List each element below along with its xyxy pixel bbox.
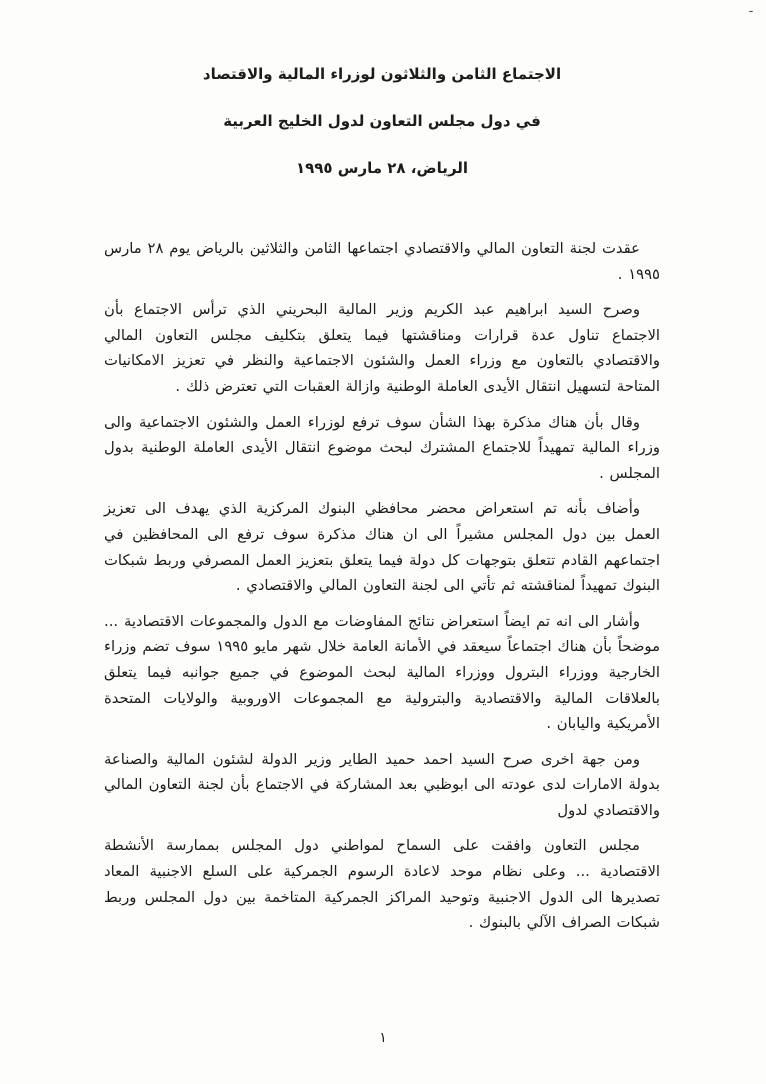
paragraph: وصرح السيد ابراهيم عبد الكريم وزير المالية البحريني الذي ترأس الاجتماع بأن الاجتماع تناول عدة قرارات ومناقشتها فيما يتعلق بتكليف مجلس التعاون المالي والاقتصادي بالتعاون مع وزراء العمل والشئون الاجتماعية والنظر في تعزيز الامكانيات المتاحة لتسهيل انتقال الأيدى العاملة الوطنية وازالة العقبات التي تعترض ذلك . <box>104 301 660 395</box>
paragraph: وقال بأن هناك مذكرة بهذا الشأن سوف ترفع لوزراء العمل والشئون الاجتماعية والى وزراء المالية تمهيداً للاجتماع المشترك لبحث موضوع انتقال الأيدى العاملة الوطنية بدول المجلس . <box>104 413 660 482</box>
title-line-3: الرياض، ٢٨ مارس ١٩٩٥ <box>295 159 469 177</box>
paragraph: مجلس التعاون وافقت على السماح لمواطني دول المجلس بممارسة الأنشطة الاقتصادية ... وعلى نظام موحد لاعادة الرسوم الجمركية على السلع الاجنبية المعاد تصديرها الى الدول الاجنبية وتوحيد المراكز الجمركية المتاخمة بين دول المجلس وربط شبكات الصراف الآلي بالبنوك . <box>104 837 660 932</box>
paragraph: ومن جهة اخرى صرح السيد احمد حميد الطاير وزير الدولة لشئون المالية والصناعة بدولة الامارات لدى عودته الى ابوظبي بعد المشاركة في الاجتماع بأن لجنة التعاون المالي والاقتصادي لدول <box>104 750 660 819</box>
corner-mark: - <box>748 4 754 19</box>
paragraph: وأشار الى انه تم ايضاً استعراض نتائج المفاوضات مع الدول والمجموعات الاقتصادية ... موضحاً بأن هناك اجتماعاً سيعقد في الأمانة العامة خلال شهر مايو ١٩٩٥ سوف تضم وزراء الخارجية ووزراء البترول ووزراء المالية لبحث الموضوع في جميع جوانبه فيما يتعلق بالعلاقات المالية والاقتصادية والبترولية مع المجموعات الاوروبية والولايات المتحدة الأمريكية واليابان . <box>104 612 660 733</box>
paragraph: وأضاف بأنه تم استعراض محضر محافظي البنوك المركزية الذي يهدف الى تعزيز العمل بين دول المجلس مشيراً الى ان هناك مذكرة سوف ترفع الى المحافظين في اجتماعهم القادم تتعلق بتوجهات كل دولة فيما يتعلق بتعزيز العمل المصرفي وربط شبكات البنوك تمهيداً لمناقشته ثم تأتي الى لجنة التعاون المالي والاقتصادي . <box>104 500 660 595</box>
document-body <box>104 236 660 936</box>
title-line-1: الاجتماع الثامن والثلاثون لوزراء المالية والاقتصاد <box>202 65 562 83</box>
page-footer <box>0 1030 766 1046</box>
title-block <box>104 64 660 178</box>
paragraph: عقدت لجنة التعاون المالي والاقتصادي اجتماعها الثامن والثلاثين بالرياض يوم ٢٨ مارس ١٩٩٥ . <box>104 240 660 283</box>
title-line-2: في دول مجلس التعاون لدول الخليج العربية <box>223 112 541 130</box>
page-number: ١ <box>379 1030 387 1046</box>
